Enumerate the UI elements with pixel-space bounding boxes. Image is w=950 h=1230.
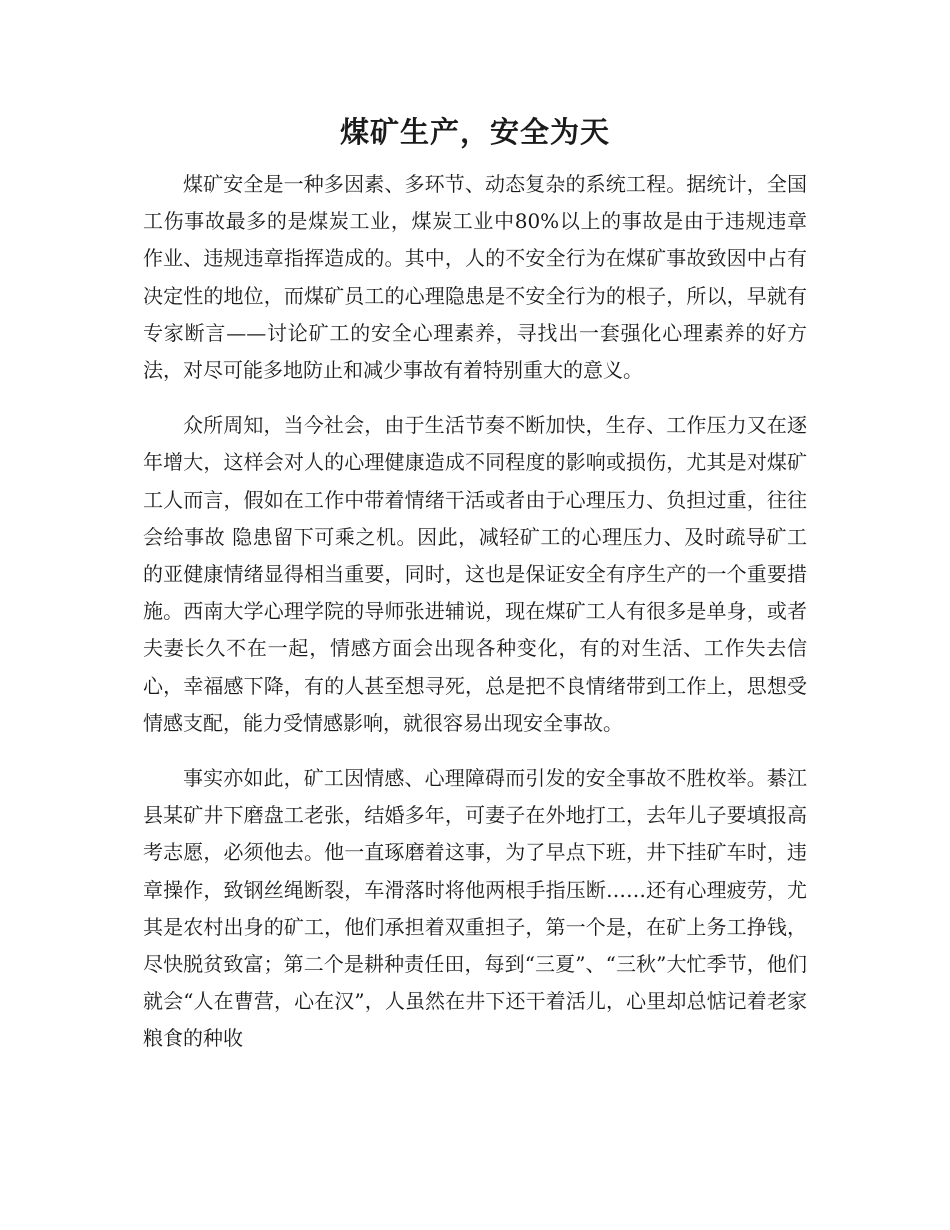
paragraph-3: 事实亦如此，矿工因情感、心理障碍而引发的安全事故不胜枚举。綦江县某矿井下磨盘工老张，结婚多年，可妻子在外地打工，去年儿子要填报高考志愿，必须他去。他一直琢磨着这事，为了早点下班，井下挂矿车时，违章操作，致钢丝绳断裂，车滑落时将他两根手指压断……还有心理疲劳，尤其是农村出身的矿工，他们承担着双重担子，第一个是，在矿上务工挣钱，尽快脱贫致富；第二个是耕种责任田，每到“三夏”、“三秋”大忙季节，他们就会“人在曹营，心在汉”，人虽然在井下还干着活儿，心里却总惦记着老家粮食的种收: [143, 766, 807, 1051]
paragraph-1: 煤矿安全是一种多因素、多环节、动态复杂的系统工程。据统计，全国工伤事故最多的是煤炭工业，煤炭工业中80%以上的事故是由于违规违章作业、违规违章指挥造成的。其中，人的不安全行为在煤矿事故致因中占有决定性的地位，而煤矿员工的心理隐患是不安全行为的根子，所以，早就有专家断言——讨论矿工的安全心理素养，寻找出一套强化心理素养的好方法，对尽可能多地防止和减少事故有着特别重大的意义。: [143, 172, 807, 383]
document-title: 煤矿生产，安全为天: [339, 115, 610, 149]
paragraph-2: 众所周知，当今社会，由于生活节奏不断加快，生存、工作压力又在逐年增大，这样会对人的心理健康造成不同程度的影响或损伤，尤其是对煤矿工人而言，假如在工作中带着情绪干活或者由于心理压力、负担过重，往往会给事故 隐患留下可乘之机。因此，减轻矿工的心理压力、及时疏导矿工的亚健康情绪显得相当重要，同时，这也是保证安全有序生产的一个重要措施。西南大学心理学院的导师张进辅说，现在煤矿工人有很多是单身，或者夫妻长久不在一起，情感方面会出现各种变化，有的对生活、工作失去信心，幸福感下降，有的人甚至想寻死，总是把不良情绪带到工作上，思想受情感支配，能力受情感影响，就很容易出现安全事故。: [143, 413, 807, 735]
document-page: [143, 112, 807, 1076]
